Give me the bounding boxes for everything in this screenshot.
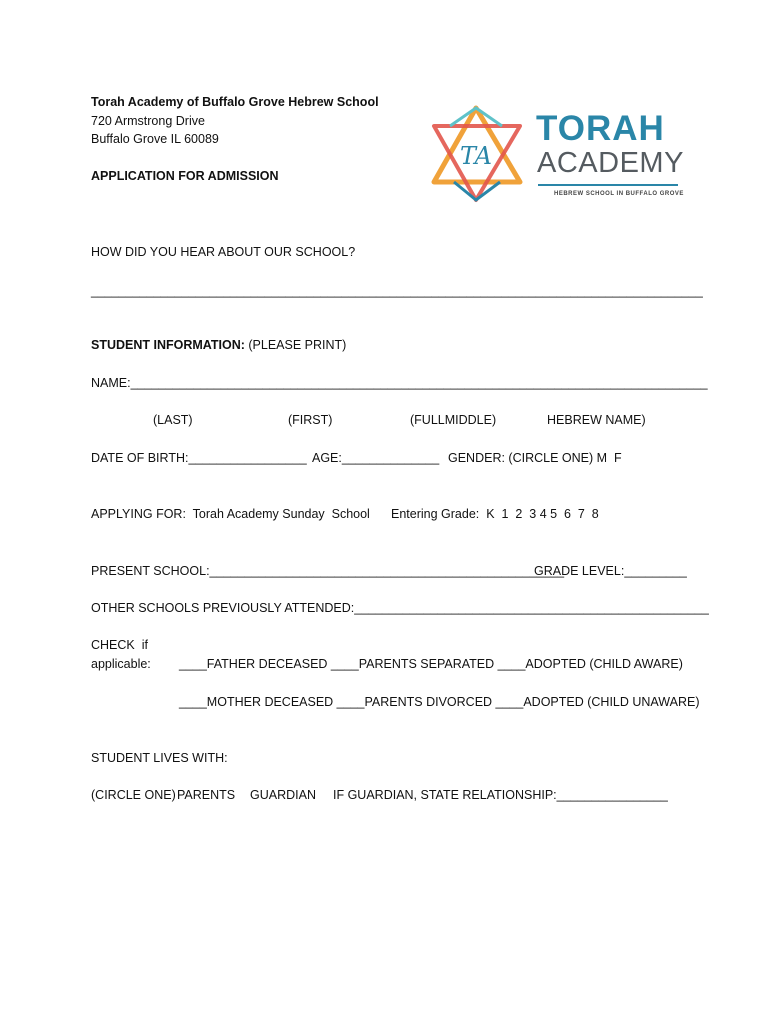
check-row-1[interactable]: ____FATHER DECEASED ____PARENTS SEPARATED ____ADOPTED (CHILD AWARE) — [179, 657, 683, 671]
student-info-label: STUDENT INFORMATION: — [91, 338, 245, 352]
address-line-1: 720 Armstrong Drive — [91, 114, 205, 128]
torah-academy-logo — [430, 104, 690, 204]
logo-monogram: TA — [459, 142, 493, 170]
entering-grade[interactable]: Entering Grade: K 1 2 3 4 5 6 7 8 — [391, 507, 599, 521]
name-part-first: (FIRST) — [288, 413, 333, 427]
gender-field[interactable]: GENDER: (CIRCLE ONE) M F — [448, 451, 622, 465]
logo-divider — [538, 184, 678, 186]
option-parents[interactable]: PARENTS — [177, 788, 236, 802]
dob-field[interactable]: DATE OF BIRTH:_________________ — [91, 451, 307, 465]
option-guardian[interactable]: GUARDIAN — [250, 788, 316, 802]
present-school-field[interactable]: PRESENT SCHOOL:___________________________________________________ — [91, 564, 565, 578]
lives-with-heading: STUDENT LIVES WITH: — [91, 751, 228, 765]
name-part-last: (LAST) — [153, 413, 193, 427]
hear-answer-line[interactable]: ________________________________________________________________________________________ — [91, 284, 703, 298]
logo-word-torah: TORAH — [536, 109, 665, 148]
check-row-2[interactable]: ____MOTHER DECEASED ____PARENTS DIVORCED ____ADOPTED (CHILD UNAWARE) — [179, 695, 700, 709]
applying-for: APPLYING FOR: Torah Academy Sunday School — [91, 507, 370, 521]
hear-question: HOW DID YOU HEAR ABOUT OUR SCHOOL? — [91, 245, 356, 259]
other-schools-field[interactable]: OTHER SCHOOLS PREVIOUSLY ATTENDED:___________________________________________________ — [91, 601, 709, 615]
name-part-hebrew: HEBREW NAME) — [547, 413, 646, 427]
student-info-note: (PLEASE PRINT) — [244, 338, 347, 352]
name-part-middle: (FULLMIDDLE) — [410, 413, 497, 427]
name-field-line[interactable]: NAME:___________________________________________________________________________________ — [91, 376, 708, 390]
logo-tagline: HEBREW SCHOOL IN BUFFALO GROVE — [554, 191, 684, 197]
check-label: CHECK if — [91, 638, 148, 652]
grade-level-field[interactable]: GRADE LEVEL:_________ — [534, 564, 687, 578]
circle-one-label: (CIRCLE ONE) — [91, 788, 176, 802]
age-field[interactable]: AGE:______________ — [312, 451, 440, 465]
star-of-david-ta-icon — [430, 104, 530, 204]
logo-word-academy: ACADEMY — [537, 147, 684, 179]
school-name: Torah Academy of Buffalo Grove Hebrew School — [91, 95, 379, 109]
student-info-heading — [91, 338, 346, 353]
applicable-label: applicable: — [91, 657, 151, 671]
form-title: APPLICATION FOR ADMISSION — [91, 169, 279, 183]
address-line-2: Buffalo Grove IL 60089 — [91, 132, 219, 146]
guardian-relationship-field[interactable]: IF GUARDIAN, STATE RELATIONSHIP:________________ — [333, 788, 668, 802]
